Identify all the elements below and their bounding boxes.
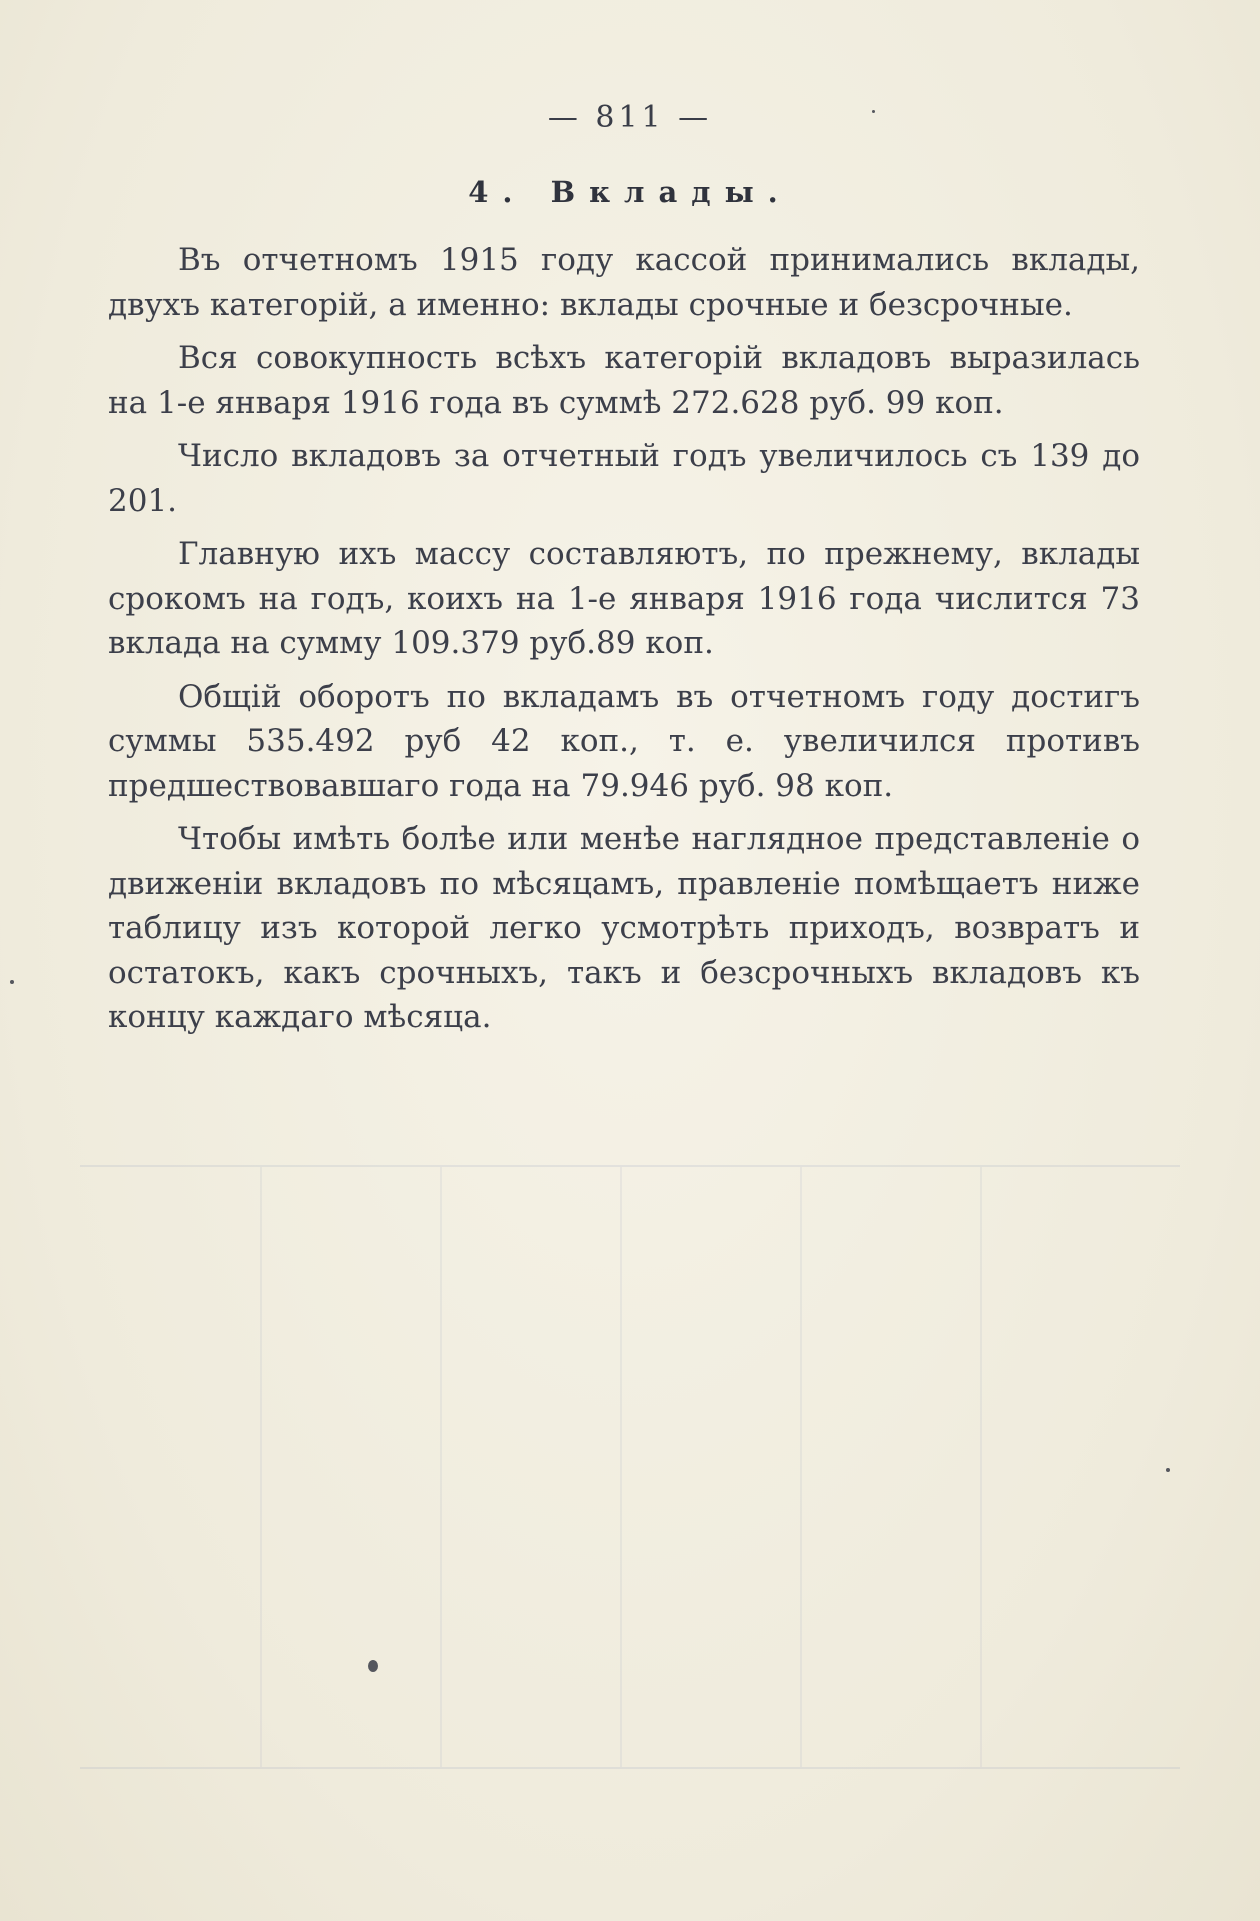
paragraph: Главную ихъ массу составляютъ, по прежнему, вклады срокомъ на годъ, коихъ на 1-е января 1916 года числится 73 вклада на сумму 109.379 руб.89 коп.	[108, 536, 1140, 661]
paragraph: Общій оборотъ по вкладамъ въ отчетномъ году достигъ суммы 535.492 руб 42 коп., т. е. увеличился противъ предшествовавшаго года на 79.946 руб. 98 коп.	[108, 678, 1140, 804]
bleed-through-rule	[620, 1167, 622, 1767]
body-text	[108, 238, 1140, 1049]
paragraph: Чтобы имѣть болѣе или менѣе наглядное представленіе о движеніи вкладовъ по мѣсяцамъ, правленіе помѣщаетъ ниже таблицу изъ которой легко усмотрѣть приходъ, возвратъ и остатокъ, какъ срочныхъ, такъ и безсрочныхъ вкладовъ къ концу каждаго мѣсяца.	[108, 821, 1140, 1035]
ink-spot	[10, 980, 14, 984]
page-number: — 811 —	[547, 100, 713, 135]
ink-spot	[368, 1660, 378, 1672]
section-title: 4. Вклады.	[468, 175, 792, 209]
bleed-through-table	[80, 1165, 1180, 1769]
bleed-through-rule	[440, 1167, 442, 1767]
ink-spot	[872, 110, 875, 113]
paragraph: Въ отчетномъ 1915 году кассой принимались вклады, двухъ категорій, а именно: вклады срочные и безсрочные.	[108, 242, 1140, 323]
bleed-through-rule	[800, 1167, 802, 1767]
paragraph: Число вкладовъ за отчетный годъ увеличилось съ 139 до 201.	[108, 438, 1140, 519]
bleed-through-rule	[260, 1167, 262, 1767]
ink-spot	[1166, 1468, 1170, 1472]
bleed-through-rule	[980, 1167, 982, 1767]
paragraph: Вся совокупность всѣхъ категорій вкладовъ выразилась на 1-е января 1916 года въ суммѣ 272.628 руб. 99 коп.	[108, 340, 1140, 421]
